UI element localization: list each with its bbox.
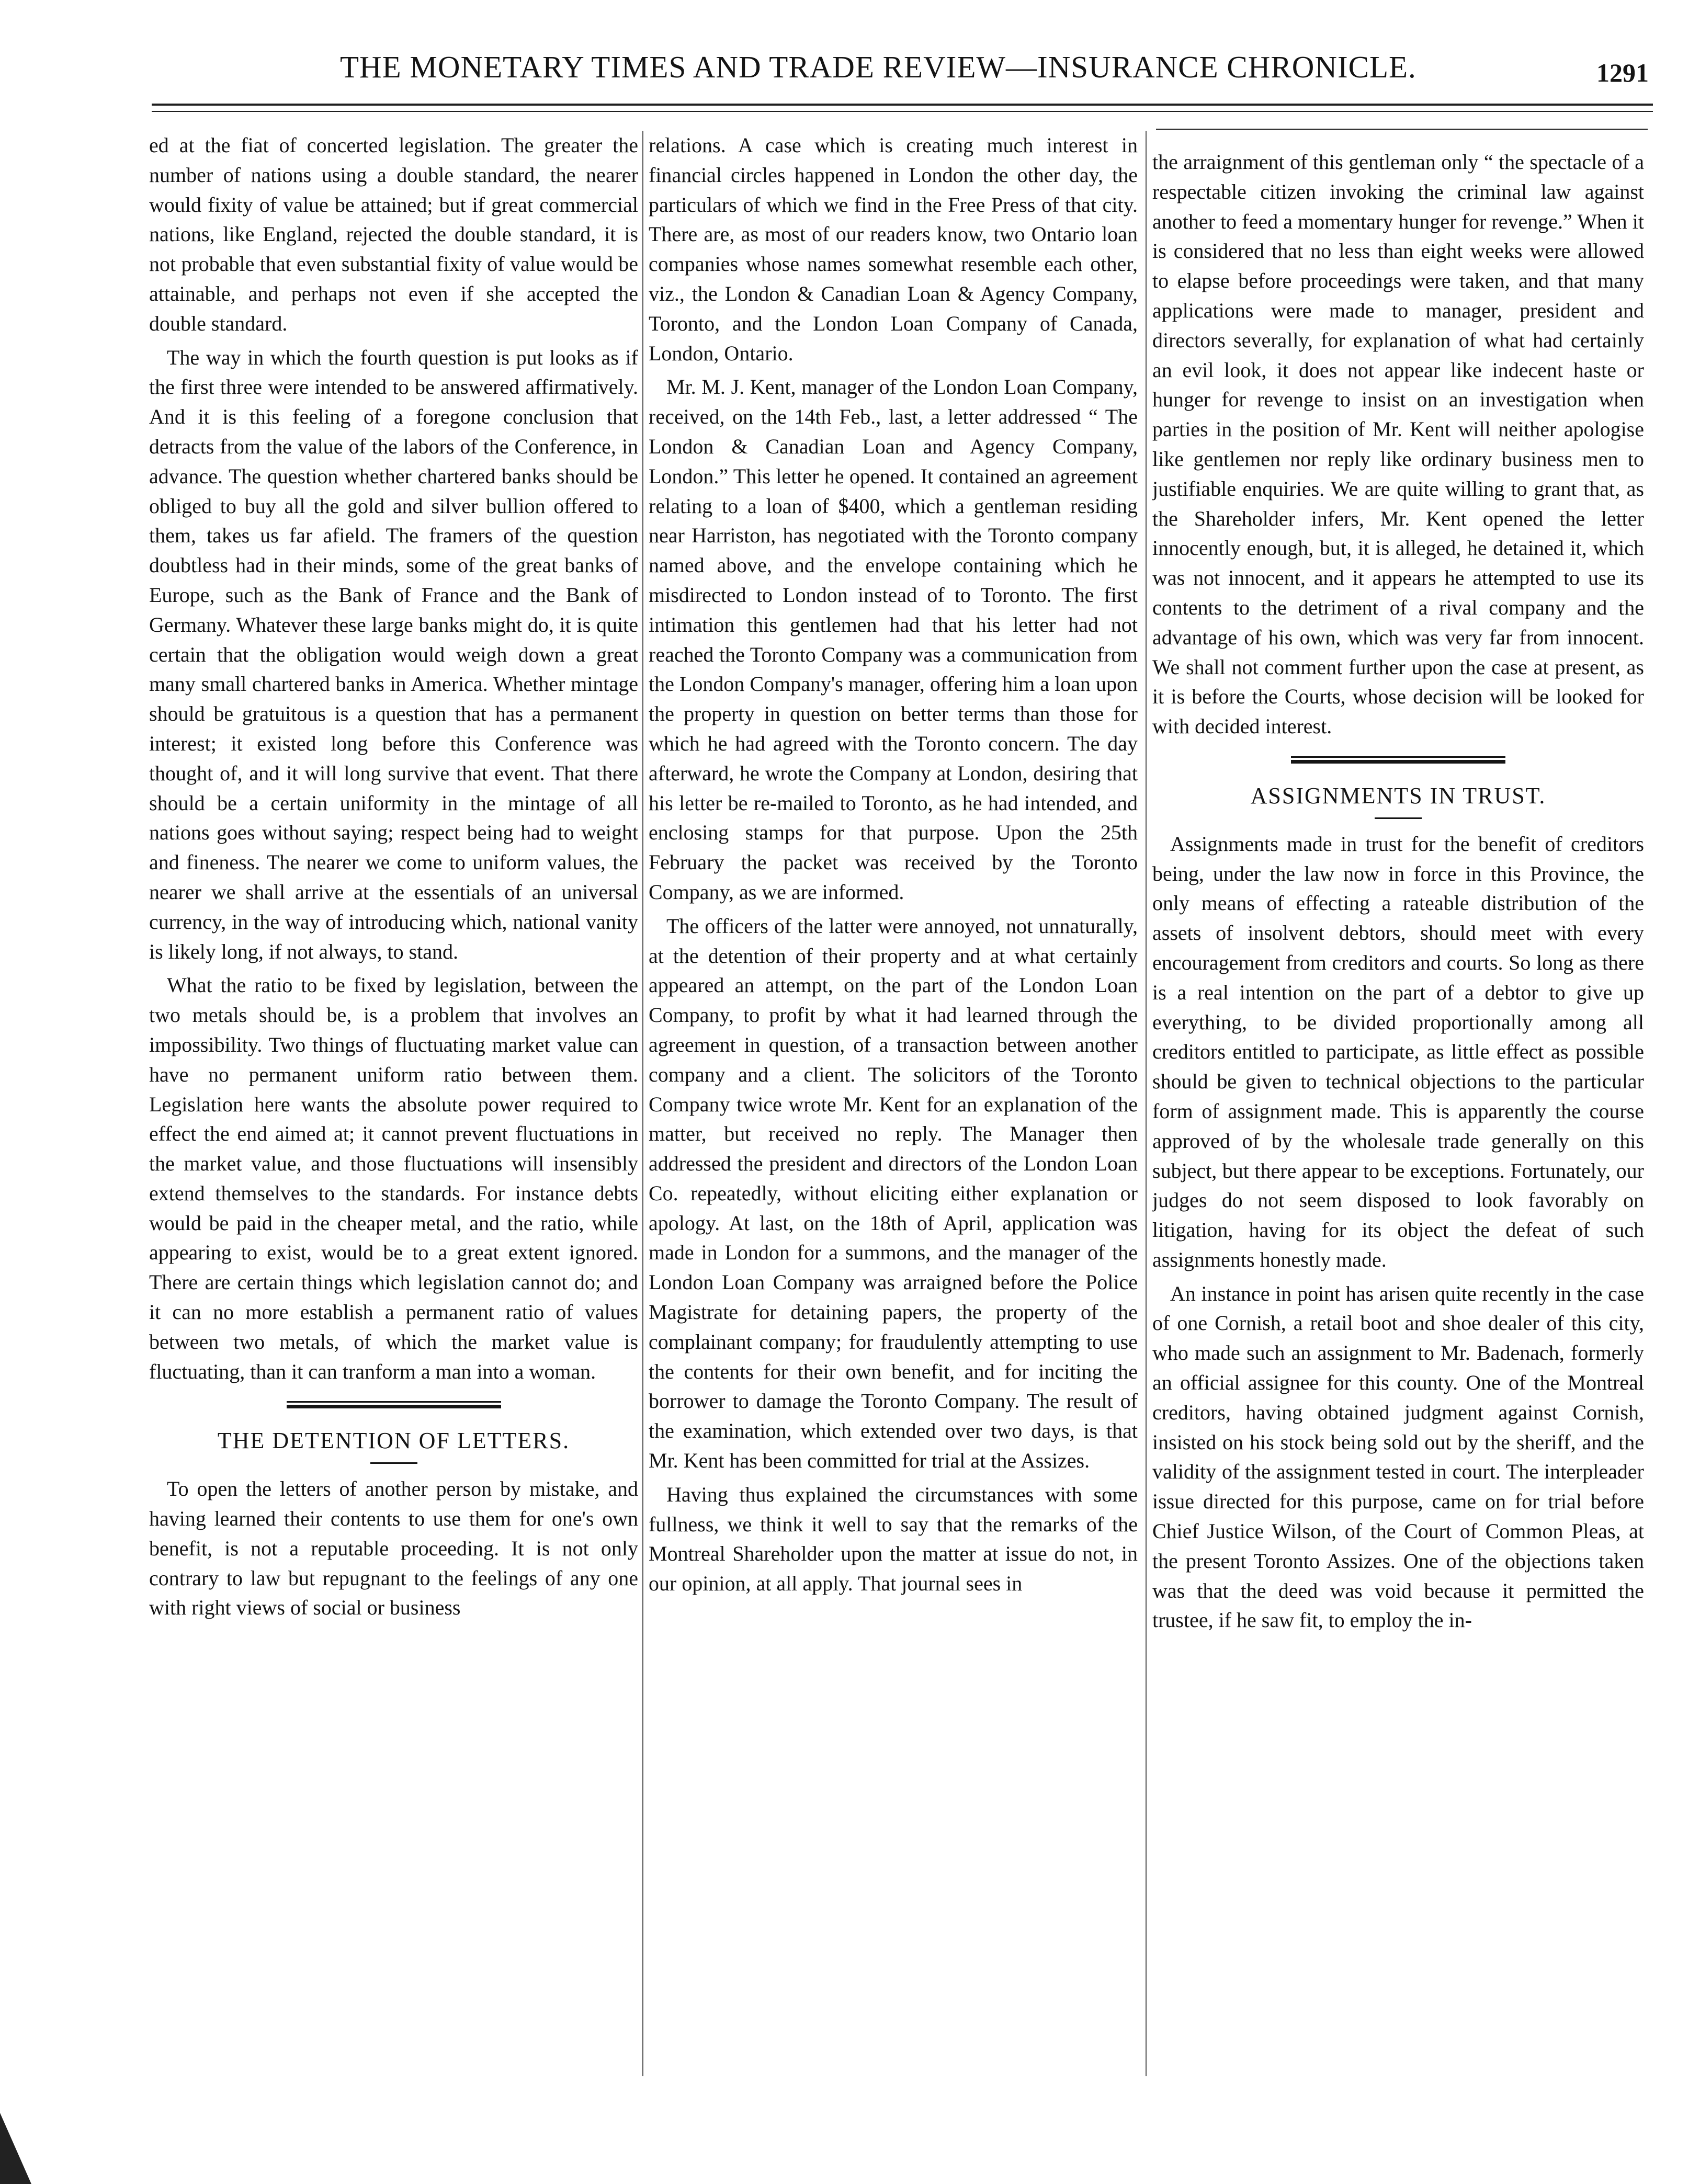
- paragraph: The way in which the fourth question is put looks as if the first three were intended to be answered affirmatively. And it is this feeling of a foregone conclusion that detracts from the value of the labors of the Conference, in advance. The question whether chartered banks should be obliged to buy all the gold and silver bullion offered to them, takes us far afield. The framers of the question doubtless had in their minds, some of the great banks of Europe, such as the Bank of France and the Bank of Germany. Whatever these large banks might do, it is quite certain that the obligation would weigh down a great many small chartered banks in America. Whether mintage should be gratuitous is a question that has a permanent interest; it existed long before this Conference was thought of, and it will long survive that event. That there should be a certain uniformity in the mintage of all nations goes without saying; respect being had to weight and fineness. The nearer we come to uniform values, the nearer we shall arrive at the essentials of an universal currency, in the way of introducing which, national vanity is likely long, if not always, to stand.: [149, 345, 638, 963]
- section-separator: [1291, 756, 1505, 764]
- header-rule-thick: [152, 104, 1653, 106]
- paragraph: The officers of the latter were annoyed, not unnaturally, at the detention of their property and at what certainly appeared an attempt, on the part of the London Loan Company, to profit by what it had learned through the agreement in question, of a transaction between another company and a client. The solicitors of the Toronto Company twice wrote Mr. Kent for an explanation of the matter, but received no reply. The Manager then addressed the president and directors of the London Loan Co. repeatedly, without eliciting either explanation or apology. At last, on the 18th of April, application was made in London for a summons, and the manager of the London Loan Company was arraigned before the Police Magistrate for detaining papers, the property of the complainant company; for fraudulently attempting to use the contents for their own benefit, and for inciting the borrower to damage the Toronto Company. The result of the examination, which extended over two days, is that Mr. Kent has been committed for trial at the Assizes.: [649, 914, 1138, 1473]
- section-heading-detention-of-letters: THE DETENTION OF LETTERS.: [217, 1428, 570, 1454]
- paragraph: An instance in point has arisen quite recently in the case of one Cornish, a retail boot and shoe dealer of this city, who made such an assignment to Mr. Badenach, formerly an official assignee for this county. One of the Montreal creditors, having obtained judgment against Cornish, insisted on his stock being sold out by the sheriff, and the validity of the assignment tested in court. The interpleader issue directed for this purpose, came on for trial before Chief Justice Wilson, of the Court of Common Pleas, at the present Toronto Assizes. One of the objections taken was that the deed was void because it permitted the trustee, if he saw fit, to employ the in-: [1152, 1281, 1644, 1632]
- column-2: [649, 131, 1138, 2066]
- section-heading-assignments-in-trust: ASSIGNMENTS IN TRUST.: [1250, 782, 1546, 809]
- paragraph: ed at the fiat of concerted legislation. The greater the number of nations using a double standard, the nearer would fixity of value be attained; but if great commercial nations, like England, rejected the double standard, it is not probable that even substantial fixity of value would be attainable, and perhaps not even if she accepted the double standard.: [149, 133, 638, 335]
- paragraph: To open the letters of another person by mistake, and having learned their contents to use them for one's own benefit, is not a reputable proceeding. It is not only contrary to law but repugnant to the feelings of any one with right views of social or business: [149, 1477, 638, 1620]
- paragraph: the arraignment of this gentleman only “ the spectacle of a respectable citizen invoking the criminal law against another to feed a momentary hunger for revenge.” When it is considered that no less than eight weeks were allowed to elapse before proceedings were taken, and that many applications were made to manager, president and directors severally, for explanation of what had certainly an evil look, it does not appear like indecent haste or hunger for revenge to insist on an investigation when parties in the position of Mr. Kent will neither apologise like gentlemen nor reply like ordinary business men to justifiable enquiries. We are quite willing to grant that, as the Shareholder infers, Mr. Kent opened the letter innocently enough, but, it is alleged, he detained it, which was not innocent, and it appears he attempted to use its contents to the detriment of a rival company and the advantage of his own, which was very far from innocent. We shall not comment further upon the case at present, as it is before the Courts, whose decision will be looked for with decided interest.: [1152, 150, 1644, 738]
- page-corner-mark: [0, 2113, 31, 2184]
- column-3: [1152, 147, 1644, 2083]
- masthead-title: THE MONETARY TIMES AND TRADE REVIEW—INSURANCE CHRONICLE.: [340, 50, 1416, 84]
- paragraph: What the ratio to be fixed by legislation, between the two metals should be, is a problem that involves an impossibility. Two things of fluctuating market value can have no permanent uniform ratio between them. Legislation here wants the absolute power required to effect the end aimed at; it cannot prevent fluctuations in the market value, and those fluctuations will insensibly extend themselves to the standards. For instance debts would be paid in the cheaper metal, and the ratio, while appearing to exist, would be to a great extent ignored. There are certain things which legislation cannot do; and it can no more establish a permanent ratio of values between two metals, of which the market value is fluctuating, than it can tranform a man into a woman.: [149, 973, 638, 1383]
- paragraph: Mr. M. J. Kent, manager of the London Loan Company, received, on the 14th Feb., last, a letter addressed “ The London & Canadian Loan and Agency Company, London.” This letter he opened. It contained an agreement relating to a loan of $400, which a gentleman residing near Harriston, has negotiated with the Toronto company named above, and the envelope containing which he misdirected to London instead of to Toronto. The first intimation this gentlemen had that his letter had not reached the Toronto Company was a communication from the London Company's manager, offering him a loan upon the property in question on better terms than those for which he had agreed with the Toronto concern. The day afterward, he wrote the Company at London, desiring that his letter be re-mailed to Toronto, as he had intended, and enclosing stamps for that purpose. Upon the 25th February the packet was received by the Toronto Company, as we are informed.: [649, 375, 1138, 904]
- heading-underline: [370, 1462, 417, 1464]
- column-divider-2: [1146, 131, 1147, 2076]
- column-1: [149, 131, 638, 2066]
- paragraph: Having thus explained the circumstances with some fullness, we think it well to say that the remarks of the Montreal Shareholder upon the matter at issue do not, in our opinion, at all apply. That journal sees in: [649, 1482, 1138, 1596]
- heading-underline: [1375, 817, 1422, 819]
- column3-top-rule: [1156, 129, 1648, 130]
- paragraph: relations. A case which is creating much interest in financial circles happened in London the other day, the particulars of which we find in the Free Press of that city. There are, as most of our readers know, two Ontario loan companies whose names somewhat resemble each other, viz., the London & Canadian Loan & Agency Company, Toronto, and the London Loan Company of Canada, London, Ontario.: [649, 133, 1138, 365]
- page-number: 1291: [1596, 58, 1649, 87]
- section-separator: [287, 1401, 501, 1408]
- column-divider-1: [642, 131, 643, 2076]
- page-header: [152, 46, 1653, 98]
- paragraph: Assignments made in trust for the benefit of creditors being, under the law now in force in this Province, the only means of effecting a rateable distribution of the assets of insolvent debtors, should meet with every encouragement from creditors and courts. So long as there is a real intention on the part of a debtor to give up everything, to be divided proportionally among all creditors entitled to participate, as little effect as possible should be given to technical objections to the particular form of assignment made. This is apparently the course approved of by the wholesale trade generally on this subject, but there appear to be exceptions. Fortunately, our judges do not seem disposed to look favorably on litigation, having for its object the defeat of such assignments honestly made.: [1152, 832, 1644, 1271]
- header-rule-thin: [152, 111, 1653, 112]
